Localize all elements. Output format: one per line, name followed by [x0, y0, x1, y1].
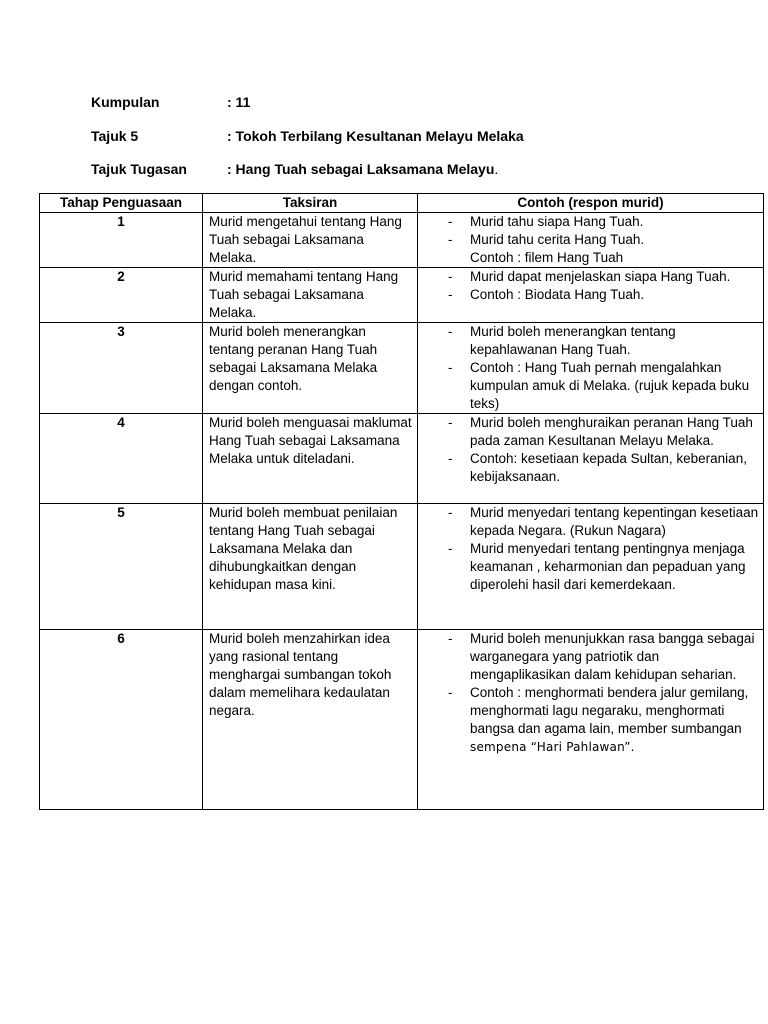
- contoh-item: - Murid menyedari tentang kepentingan kesetiaan kepada Negara. (Rukun Nagara): [418, 504, 763, 540]
- tugasan-period: .: [494, 161, 499, 177]
- col-header-tahap: Tahap Penguasaan: [40, 194, 203, 213]
- taksiran-cell: Murid memahami tentang Hang Tuah sebagai Laksamana Melaka.: [203, 268, 418, 323]
- tajuk-line: [91, 128, 524, 144]
- contoh-item: - Murid boleh menunjukkan rasa bangga sebagai warganegara yang patriotik dan mengaplikasikan dalam kehidupan seharian.: [418, 630, 763, 684]
- table-row: [40, 213, 764, 268]
- contoh-item: - Murid dapat menjelaskan siapa Hang Tuah.: [418, 268, 763, 286]
- level-cell: 2: [40, 268, 203, 323]
- level-cell: 6: [40, 630, 203, 810]
- contoh-item-tail: sempena “Hari Pahlawan”.: [470, 740, 635, 754]
- contoh-cell: [418, 268, 764, 323]
- taksiran-cell: Murid mengetahui tentang Hang Tuah sebagai Laksamana Melaka.: [203, 213, 418, 268]
- table-row: [40, 323, 764, 414]
- contoh-item: - Contoh : menghormati bendera jalur gemilang, menghormati lagu negaraku, menghormati bangsa dan agama lain, member sumbangan: [418, 684, 763, 738]
- col-header-taksiran: Taksiran: [203, 194, 418, 213]
- table-row: [40, 268, 764, 323]
- kumpulan-label: Kumpulan: [91, 94, 160, 110]
- taksiran-cell: Murid boleh menerangkan tentang peranan Hang Tuah sebagai Laksamana Melaka dengan contoh.: [203, 323, 418, 414]
- contoh-item: - Murid boleh menerangkan tentang kepahlawanan Hang Tuah.: [418, 323, 763, 359]
- rubric-table: [39, 193, 764, 810]
- tugasan-line: [91, 161, 498, 177]
- tajuk-value: : Tokoh Terbilang Kesultanan Melayu Melaka: [227, 128, 524, 144]
- contoh-cell: [418, 414, 764, 504]
- contoh-item: - Contoh : Biodata Hang Tuah.: [418, 286, 763, 304]
- contoh-item: - Murid menyedari tentang pentingnya menjaga keamanan , keharmonian dan pepaduan yang diperolehi hasil dari kemerdekaan.: [418, 540, 763, 594]
- taksiran-cell: Murid boleh menguasai maklumat Hang Tuah sebagai Laksamana Melaka untuk diteladani.: [203, 414, 418, 504]
- tugasan-label: Tajuk Tugasan: [91, 161, 187, 177]
- contoh-cell: [418, 504, 764, 630]
- contoh-item: - Contoh : Hang Tuah pernah mengalahkan kumpulan amuk di Melaka. (rujuk kepada buku teks): [418, 359, 763, 413]
- level-cell: 5: [40, 504, 203, 630]
- table-row: [40, 630, 764, 810]
- table-row: [40, 414, 764, 504]
- contoh-item: Contoh : filem Hang Tuah: [470, 250, 624, 265]
- level-cell: 1: [40, 213, 203, 268]
- contoh-item: - Murid tahu cerita Hang Tuah.: [418, 231, 763, 249]
- contoh-item: - Murid boleh menghuraikan peranan Hang Tuah pada zaman Kesultanan Melayu Melaka.: [418, 414, 763, 450]
- table-row: [40, 504, 764, 630]
- kumpulan-value: : 11: [227, 94, 251, 110]
- tajuk-label: Tajuk 5: [91, 128, 139, 144]
- contoh-item: - Contoh: kesetiaan kepada Sultan, keberanian, kebijaksanaan.: [418, 450, 763, 486]
- contoh-item: - Murid tahu siapa Hang Tuah.: [418, 213, 763, 231]
- contoh-cell: [418, 323, 764, 414]
- level-cell: 4: [40, 414, 203, 504]
- taksiran-cell: Murid boleh menzahirkan idea yang rasional tentang menghargai sumbangan tokoh dalam memelihara kedaulatan negara.: [203, 630, 418, 810]
- tugasan-value: : Hang Tuah sebagai Laksamana Melayu: [227, 161, 495, 177]
- level-cell: 3: [40, 323, 203, 414]
- table-header-row: [40, 194, 764, 213]
- kumpulan-line: [91, 94, 250, 110]
- taksiran-cell: Murid boleh membuat penilaian tentang Hang Tuah sebagai Laksamana Melaka dan dihubungkaitkan dengan kehidupan masa kini.: [203, 504, 418, 630]
- contoh-cell: [418, 213, 764, 268]
- col-header-contoh: Contoh (respon murid): [418, 194, 764, 213]
- contoh-cell: [418, 630, 764, 810]
